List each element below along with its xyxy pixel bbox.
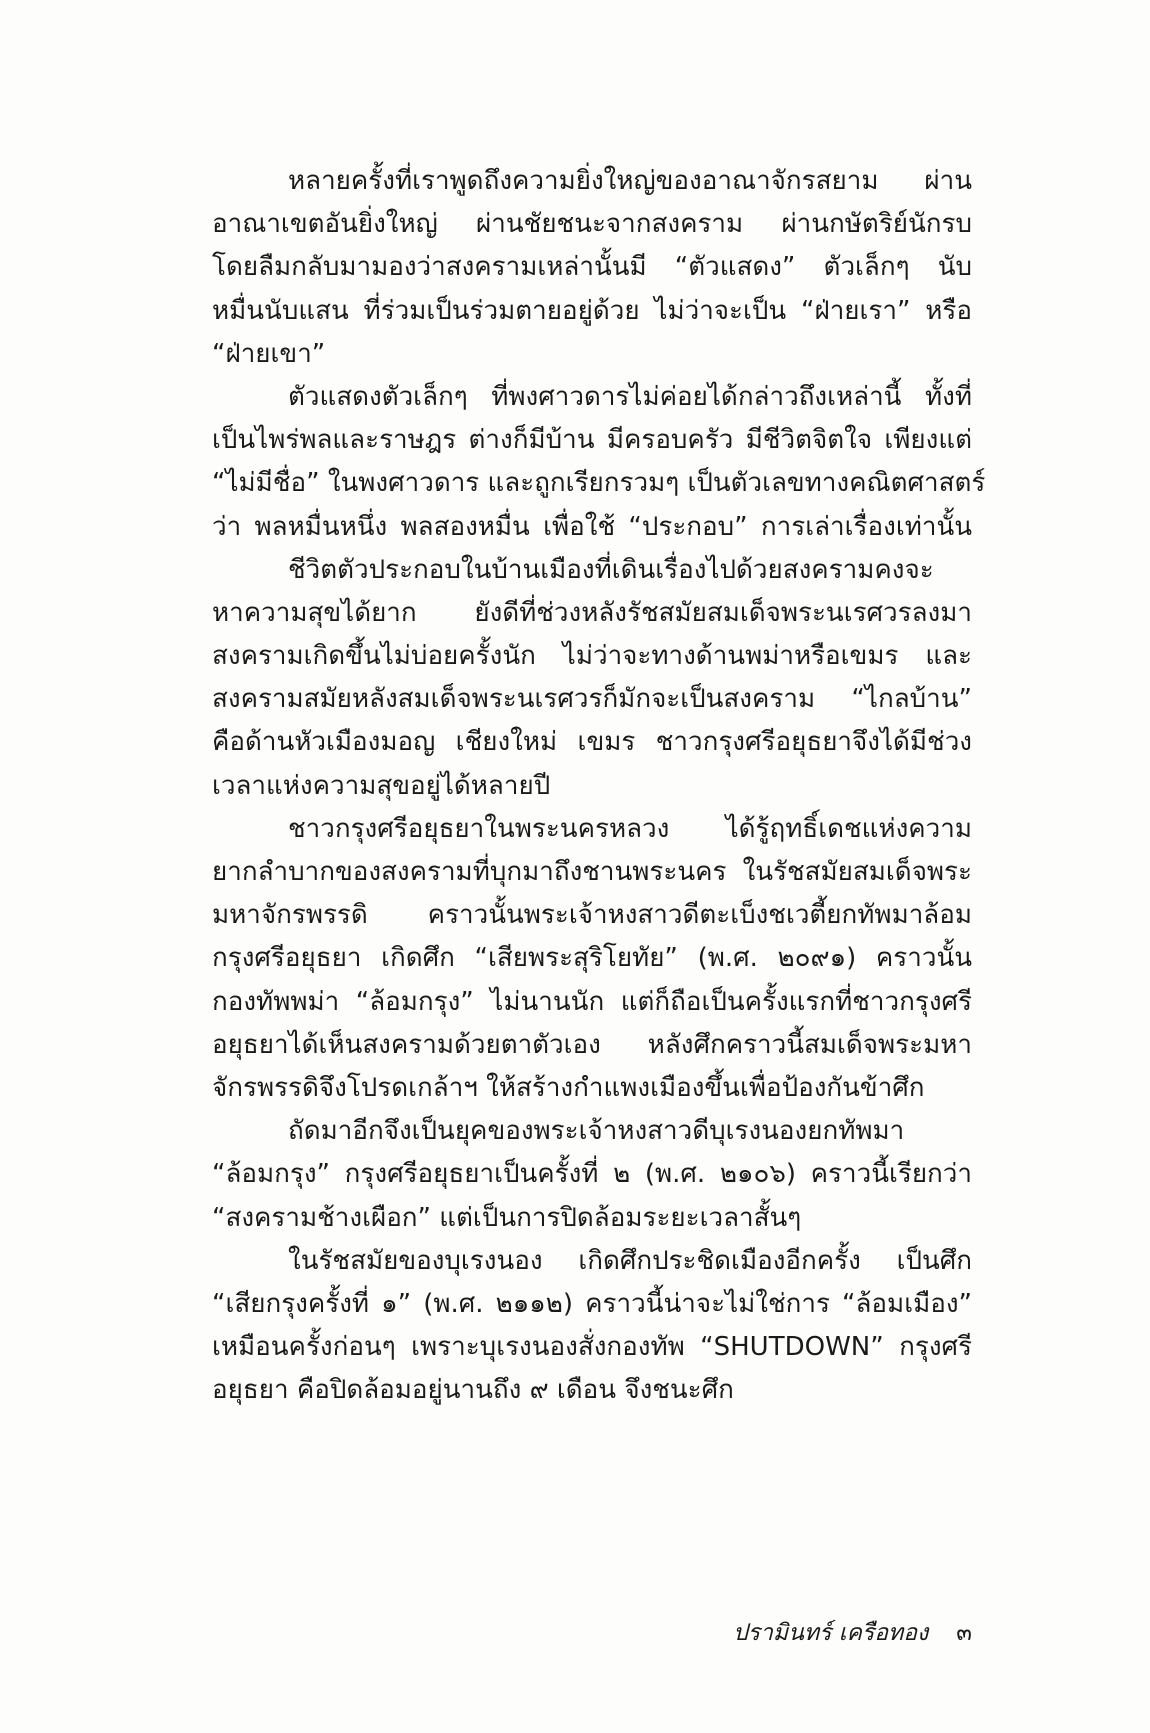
text-line: “เสียกรุงครั้งที่ ๑” (พ.ศ. ๒๑๑๒) คราวนี้น่าจะไม่ใช่การ “ล้อมเมือง” [212,1288,972,1319]
text-line: ว่า พลหมื่นหนึ่ง พลสองหมื่น เพื่อใช้ “ประกอบ” การเล่าเรื่องเท่านั้น [212,511,972,542]
text-line: อยุธยาได้เห็นสงครามด้วยตาตัวเอง หลังศึกคราวนี้สมเด็จพระมหา [212,1029,972,1060]
text-line: ยากลำบากของสงครามที่บุกมาถึงชานพระนคร ในรัชสมัยสมเด็จพระ [212,857,972,887]
text-line: “สงครามช้างเผือก” แต่เป็นการปิดล้อมระยะเวลาสั้นๆ [212,1202,802,1233]
text-line: อยุธยา คือปิดล้อมอยู่นานถึง ๙ เดือน จึงชนะศึก [212,1375,734,1406]
text-line: หมื่นนับแสน ที่ร่วมเป็นร่วมตายอยู่ด้วย ไม่ว่าจะเป็น “ฝ่ายเรา” หรือ [212,295,972,326]
text-line: สงครามเกิดขึ้นไม่บ่อยครั้งนัก ไม่ว่าจะทางด้านพม่าหรือเขมร และ [212,641,972,672]
paragraph-5 [212,1110,972,1240]
text-line: ชีวิตตัวประกอบในบ้านเมืองที่เดินเรื่องไปด้วยสงครามคงจะ [288,554,934,585]
body-text [212,160,986,1412]
page-footer [733,1615,972,1651]
text-line: ถัดมาอีกจึงเป็นยุคของพระเจ้าหงสาวดีบุเรงนองยกทัพมา [288,1116,905,1147]
text-line: คือด้านหัวเมืองมอญ เชียงใหม่ เขมร ชาวกรุงศรีอยุธยาจึงได้มีช่วง [212,727,972,758]
text-line: อาณาเขตอันยิ่งใหญ่ ผ่านชัยชนะจากสงคราม ผ่านกษัตริย์นักรบ [212,209,972,240]
paragraph-6 [212,1240,972,1413]
paragraph-3 [212,549,972,808]
paragraph-1 [212,160,972,376]
text-line: มหาจักรพรรดิ คราวนั้นพระเจ้าหงสาวดีตะเบ็งชเวตี้ยกทัพมาล้อม [212,900,972,931]
text-line: เวลาแห่งความสุขอยู่ได้หลายปี [212,770,551,801]
paragraph-2 [212,376,986,549]
text-line: หลายครั้งที่เราพูดถึงความยิ่งใหญ่ของอาณาจักรสยาม ผ่าน [288,166,972,196]
text-line: หาความสุขได้ยาก ยังดีที่ช่วงหลังรัชสมัยสมเด็จพระนเรศวรลงมา [212,597,972,628]
text-line: กองทัพพม่า “ล้อมกรุง” ไม่นานนัก แต่ก็ถือเป็นครั้งแรกที่ชาวกรุงศรี [212,986,972,1017]
text-line: “ล้อมกรุง” กรุงศรีอยุธยาเป็นครั้งที่ ๒ (พ.ศ. ๒๑๐๖) คราวนี้เรียกว่า [212,1159,972,1190]
text-line: “ไม่มีชื่อ” ในพงศาวดาร และถูกเรียกรวมๆ เป็นตัวเลขทางคณิตศาสตร์ [212,468,986,499]
text-line: สงครามสมัยหลังสมเด็จพระนเรศวรก็มักจะเป็นสงคราม “ไกลบ้าน” [212,684,972,715]
running-author: ปรามินทร์ เครือทอง [733,1620,929,1646]
text-line: “ฝ่ายเขา” [212,338,326,369]
text-line: เป็นไพร่พลและราษฎร ต่างก็มีบ้าน มีครอบครัว มีชีวิตจิตใจ เพียงแต่ [212,425,972,456]
text-line: กรุงศรีอยุธยา เกิดศึก “เสียพระสุริโยทัย” (พ.ศ. ๒๐๙๑) คราวนั้น [212,943,972,974]
text-line: ในรัชสมัยของบุเรงนอง เกิดศึกประชิดเมืองอีกครั้ง เป็นศึก [288,1245,972,1276]
text-line: ตัวแสดงตัวเล็กๆ ที่พงศาวดารไม่ค่อยได้กล่าวถึงเหล่านี้ ทั้งที่ [288,381,972,412]
text-line: โดยลืมกลับมามองว่าสงครามเหล่านั้นมี “ตัวแสดง” ตัวเล็กๆ นับ [212,252,972,283]
paragraph-4 [212,808,972,1110]
text-line: ชาวกรุงศรีอยุธยาในพระนครหลวง ได้รู้ฤทธิ์เดชแห่งความ [288,813,972,844]
text-line: จักรพรรดิจึงโปรดเกล้าฯ ให้สร้างกำแพงเมืองขึ้นเพื่อป้องกันข้าศึก [212,1072,925,1103]
page-number: ๓ [956,1620,972,1646]
text-line: เหมือนครั้งก่อนๆ เพราะบุเรงนองสั่งกองทัพ “SHUTDOWN” กรุงศรี [212,1332,972,1363]
